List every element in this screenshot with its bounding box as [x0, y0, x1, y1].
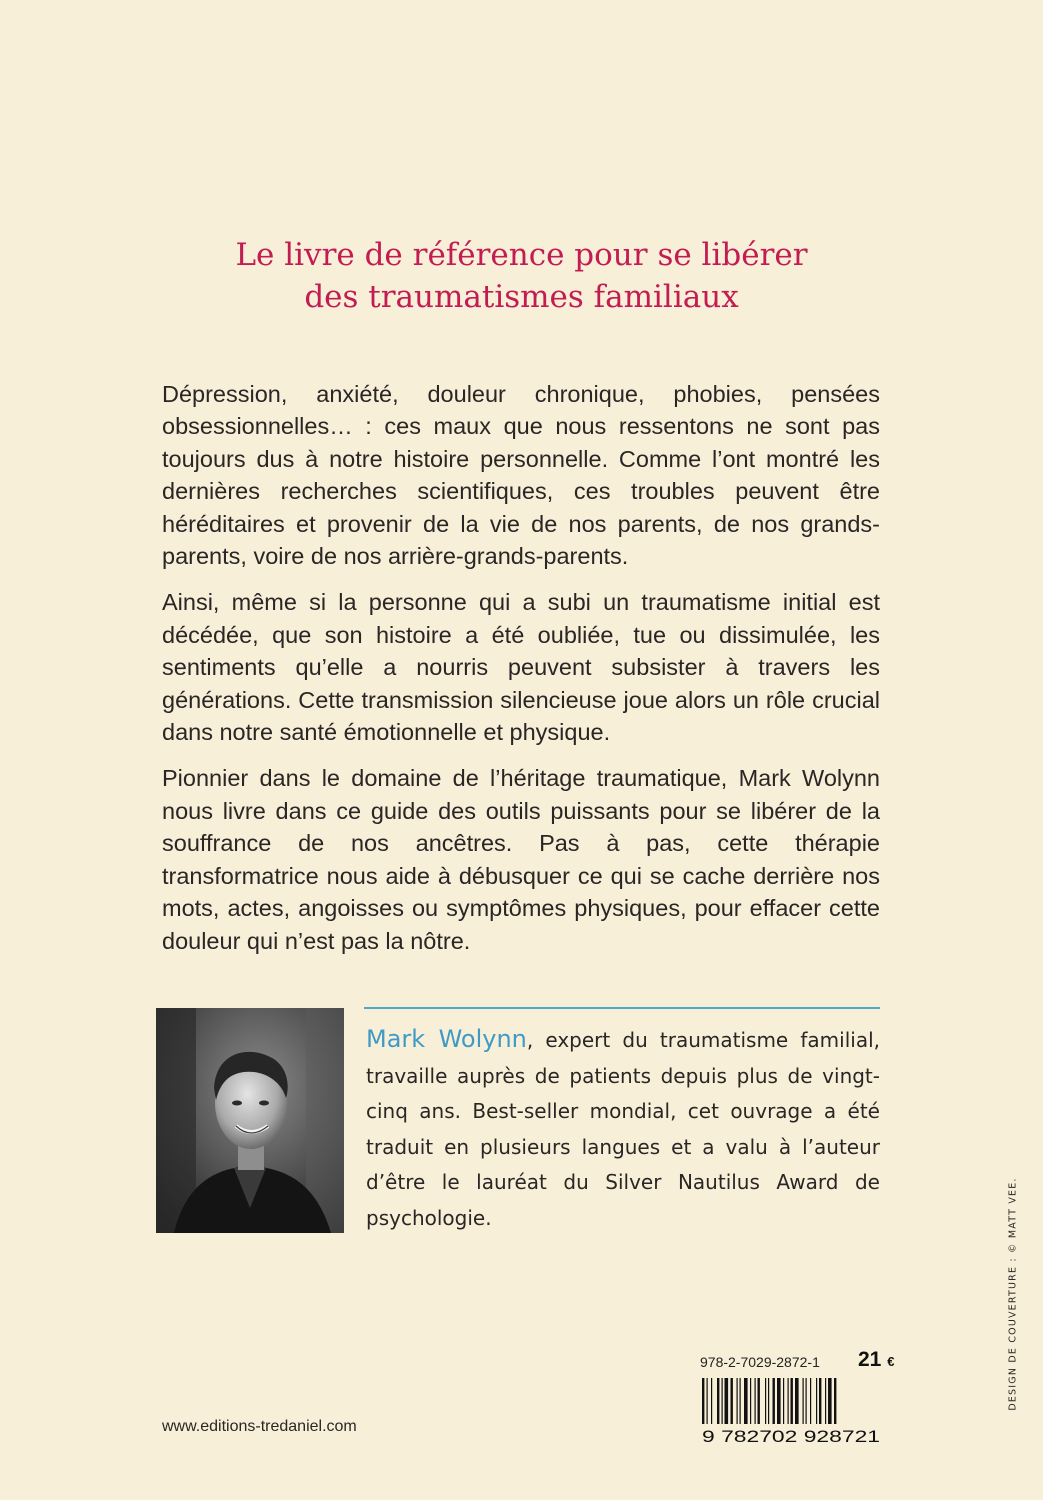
publisher-website: www.editions-tredaniel.com [162, 1418, 357, 1435]
barcode [700, 1378, 882, 1444]
barcode-bar [707, 1378, 708, 1424]
author-photo [156, 1008, 344, 1233]
barcode-bar [758, 1378, 760, 1424]
blurb [162, 378, 880, 971]
barcode-bar [828, 1378, 832, 1424]
isbn-number: 978-2-7029-2872-1 [700, 1354, 820, 1370]
barcode-bar [768, 1378, 769, 1424]
barcode-bar [755, 1378, 756, 1424]
barcode-bar [737, 1378, 738, 1424]
barcode-bar [765, 1378, 766, 1424]
barcode-bar [722, 1378, 723, 1424]
author-bio [366, 1022, 880, 1236]
barcode-bar [834, 1378, 836, 1424]
cover-design-credit [1004, 1144, 1022, 1444]
barcode-bar [702, 1378, 704, 1424]
barcode-bar [711, 1378, 712, 1424]
barcode-bar [744, 1378, 748, 1424]
barcode-bar [750, 1378, 751, 1424]
barcode-bar [717, 1378, 719, 1424]
author-bio-text: , expert du traumatisme familial, travaille auprès de patients depuis plus de vingt-cinq ans. Best-seller mondial, cet ouvrage a été traduit en plusieurs langues et a valu à l’auteur d’être le lauréat du Silver Nautilus Award de psychologie. [366, 1028, 880, 1230]
author-name: Mark Wolynn [366, 1025, 527, 1053]
barcode-bar [740, 1378, 741, 1424]
barcode-digits: 9 782702 928721 [702, 1427, 880, 1444]
isbn-price-line [700, 1348, 900, 1374]
barcode-bar [731, 1378, 733, 1424]
blurb-paragraph-3: Pionnier dans le domaine de l’héritage traumatique, Mark Wolynn nous livre dans ce guide des outils puissants pour se libérer de la souffrance de nos ancêtres. Pas à pas, cette thérapie transformatrice nous aide à débusquer ce qui se cache derrière nos mots, actes, angoisses ou symptômes physiques, pour effacer cette douleur qui n’est pas la nôtre. [162, 765, 880, 954]
barcode-bars [702, 1378, 836, 1424]
barcode-bar [825, 1378, 826, 1424]
headline [0, 234, 1043, 318]
price-value: 21 [858, 1348, 882, 1371]
barcode-bar [810, 1378, 811, 1424]
headline-line-1: Le livre de référence pour se libérer [235, 237, 808, 273]
barcode-bar [791, 1378, 793, 1424]
barcode-bar [777, 1378, 781, 1424]
barcode-bar [816, 1378, 817, 1424]
barcode-bar [773, 1378, 775, 1424]
price [858, 1348, 894, 1372]
barcode-bar [806, 1378, 807, 1424]
headline-line-2: des traumatismes familiaux [304, 279, 739, 315]
author-portrait-image [156, 1008, 344, 1233]
barcode-bar [795, 1378, 799, 1424]
blurb-paragraph-2: Ainsi, même si la personne qui a subi un traumatisme initial est décédée, que son histoire a été oubliée, tue ou dissimulée, les sentiments qu’elle a nourris peuvent subsister à travers les générations. Cette transmission silencieuse joue alors un rôle crucial dans notre santé émotionnelle et physique. [162, 589, 880, 746]
price-currency: € [887, 1354, 895, 1369]
author-divider [364, 1007, 880, 1009]
barcode-bar [725, 1378, 729, 1424]
blurb-paragraph-1: Dépression, anxiété, douleur chronique, phobies, pensées obsessionnelles… : ces maux que nous ressentons ne sont pas toujours dus à notre histoire personnelle. Comme l’ont montré les dernières recherches scientifiques, ces troubles peuvent être héréditaires et provenir de la vie de nos parents, de nos grands-parents, voire de nos arrière-grands-parents. [162, 381, 880, 570]
barcode-bar [819, 1378, 821, 1424]
barcode-bar [788, 1378, 789, 1424]
barcode-bar [803, 1378, 804, 1424]
cover-design-credit-text: DESIGN DE COUVERTURE : © MATT VEE. [1007, 1177, 1019, 1411]
barcode-bar [783, 1378, 784, 1424]
